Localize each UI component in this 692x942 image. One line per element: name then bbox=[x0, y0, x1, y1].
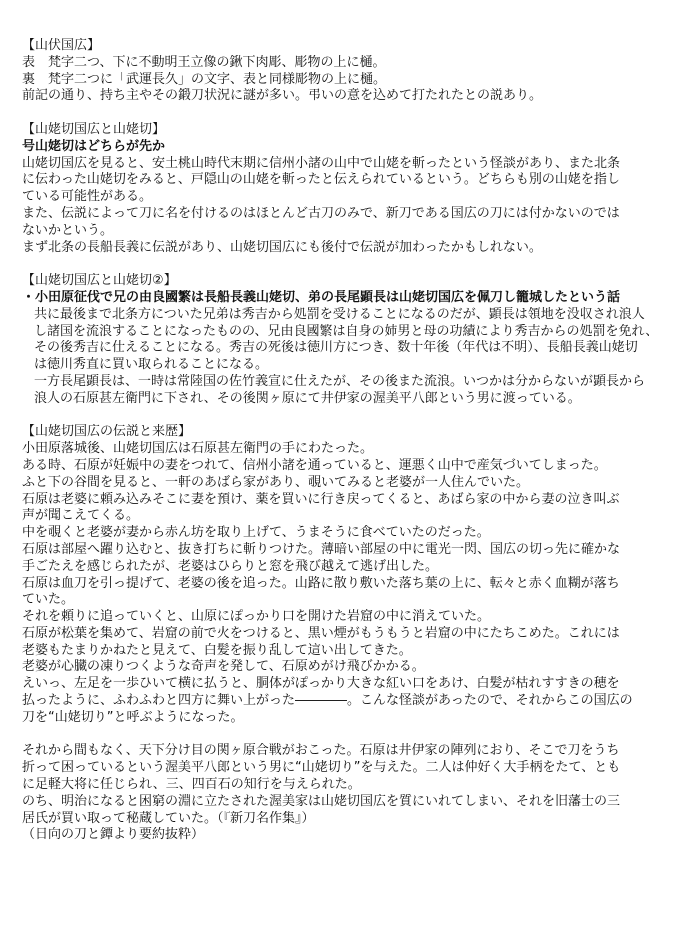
text-line: まず北条の長船長義に伝説があり、山姥切国広にも後付で伝説が加わったかもしれない。 bbox=[22, 239, 542, 255]
text-line: に足軽大将に任じられ、三、四百石の知行を与えられた。 bbox=[22, 777, 361, 793]
section-subheading: ・小田原征伐で兄の由良國繁は長船長義山姥切、弟の長尾顕長は山姥切国広を佩刀し籠城したという話 bbox=[22, 289, 621, 305]
text-line: 浪人の石原甚左衛門に下され、その後関ヶ原にて井伊家の渥美平八郎という男に渡っている。 bbox=[34, 390, 581, 406]
text-line: し諸国を流浪することになったものの、兄由良國繁は自身の姉男と母の功績により秀吉からの処罰を免れ、 bbox=[34, 323, 659, 339]
text-line: それから間もなく、天下分け目の関ヶ原合戦がおこった。石原は井伊家の陣列におり、そこで刀をうち bbox=[22, 743, 620, 759]
source-citation: （日向の刀と鐔より要約抜粋） bbox=[22, 827, 205, 843]
blank-line bbox=[22, 408, 678, 425]
text-line: 裏 梵字二つに「武運長久」の文字、表と同様彫物の上に樋。 bbox=[22, 71, 387, 87]
text-line: のち、明治になると困窮の淵に立たされた渥美家は山姥切国広を質にいれてしまい、それを旧藩士の三 bbox=[22, 793, 621, 809]
section-heading-legend: 【山姥切国広の伝説と来歴】 bbox=[22, 424, 192, 440]
text-line: 居氏が買い取って秘蔵していた。（『新刀名作集』） bbox=[22, 810, 315, 826]
blank-line bbox=[22, 727, 678, 744]
text-line: それを頼りに追っていくと、山原にぽっかり口を開けた岩窟の中に消えていた。 bbox=[22, 609, 491, 625]
text-line: ないかという。 bbox=[22, 222, 114, 238]
text-line: 石原は部屋へ躍り込むと、抜き打ちに斬りつけた。薄暗い部屋の中に電光一閃、国広の切っ先に確かな bbox=[22, 541, 621, 557]
text-line: その後秀吉に仕えることになる。秀吉の死後は徳川方につき、数十年後（年代は不明）、長船長義山姥切 bbox=[34, 340, 638, 356]
document-body bbox=[22, 38, 678, 844]
text-line: 小田原落城後、山姥切国広は石原甚左衛門の手にわたった。 bbox=[22, 441, 374, 457]
text-line: ふと下の谷間を見ると、一軒のあばら家があり、覗いてみると老婆が一人住んでいた。 bbox=[22, 474, 530, 490]
text-line: 声が聞こえてくる。 bbox=[22, 508, 140, 524]
text-line: えいっ、左足を一歩ひいて横に払うと、胴体がぽっかり大きな紅い口をあけ、白髪が枯れすすきの穂を bbox=[22, 676, 620, 692]
section-heading-yamanba-2: 【山姥切国広と山姥切②】 bbox=[22, 273, 177, 289]
text-line: 石原は老婆に頼み込みそこに妻を預け、薬を買いに行き戻ってくると、あばら家の中から妻の泣き叫ぶ bbox=[22, 491, 620, 507]
text-line: ている可能性がある。 bbox=[22, 189, 153, 205]
text-line: 表 梵字二つ、下に不動明王立像の鍬下肉彫、彫物の上に樋。 bbox=[22, 54, 386, 70]
text-line: 石原は血刀を引っ提げて、老婆の後を追った。山路に散り敷いた落ち葉の上に、転々と赤く血糊が落ち bbox=[22, 575, 620, 591]
blank-line bbox=[22, 105, 678, 122]
section-subheading: 号山姥切はどちらが先か bbox=[22, 138, 166, 154]
text-line: に伝わった山姥切をみると、戸隠山の山姥を斬ったと伝えられているという。どちらも別の山姥を指し bbox=[22, 172, 620, 188]
text-line: 共に最後まで北条方についた兄弟は秀吉から処罰を受けることになるのだが、顕長は領地を没収され浪人 bbox=[34, 306, 645, 322]
text-line: 石原が松葉を集めて、岩窟の前で火をつけると、黒い煙がもうもうと岩窟の中にたちこめた。これには bbox=[22, 625, 620, 641]
text-line: 老婆が心臓の凍りつくような奇声を発して、石原めがけ飛びかかる。 bbox=[22, 659, 425, 675]
text-line: 山姥切国広を見ると、安土桃山時代末期に信州小諸の山中で山姥を斬ったという怪談があり、また北条 bbox=[22, 155, 621, 171]
text-line: は徳川秀直に買い取られることになる。 bbox=[34, 357, 269, 373]
text-line: 中を覗くと老婆が妻から赤ん坊を取り上げて、うまそうに食べていたのだった。 bbox=[22, 525, 490, 541]
text-line: ていた。 bbox=[22, 592, 75, 608]
text-line: 折って困っているという渥美平八郎という男に“山姥切り”を与えた。二人は仲好く大手柄をたて、とも bbox=[22, 760, 621, 776]
text-line: ある時、石原が妊娠中の妻をつれて、信州小諸を通っていると、運悪く山中で産気づいてしまった。 bbox=[22, 457, 607, 473]
text-line: 一方長尾顕長は、一時は常陸国の佐竹義宣に仕えたが、その後また流浪。いつかは分からないが顕長から bbox=[34, 373, 646, 389]
text-line: 老婆もたまりかねたと見えて、白髪を振り乱して這い出してきた。 bbox=[22, 642, 412, 658]
text-line: また、伝説によって刀に名を付けるのはほとんど古刀のみで、新刀である国広の刀には付かないのでは bbox=[22, 205, 620, 221]
blank-line bbox=[22, 256, 678, 273]
text-line: 前記の通り、持ち主やその鍛刀状況に謎が多い。弔いの意を込めて打たれたとの説あり。 bbox=[22, 88, 543, 104]
section-heading-yamanba: 【山姥切国広と山姥切】 bbox=[22, 121, 166, 137]
section-heading-yamabushi: 【山伏国広】 bbox=[22, 38, 101, 53]
text-line: 刀を“山姥切り”と呼ぶようになった。 bbox=[22, 709, 244, 725]
text-line: 手ごたえを感じられたが、老婆はひらりと窓を飛び越えて逃げ出した。 bbox=[22, 558, 439, 574]
text-line: 払ったように、ふわふわと四方に舞い上がった――――。こんな怪談があったので、それからこの国広の bbox=[22, 693, 633, 709]
